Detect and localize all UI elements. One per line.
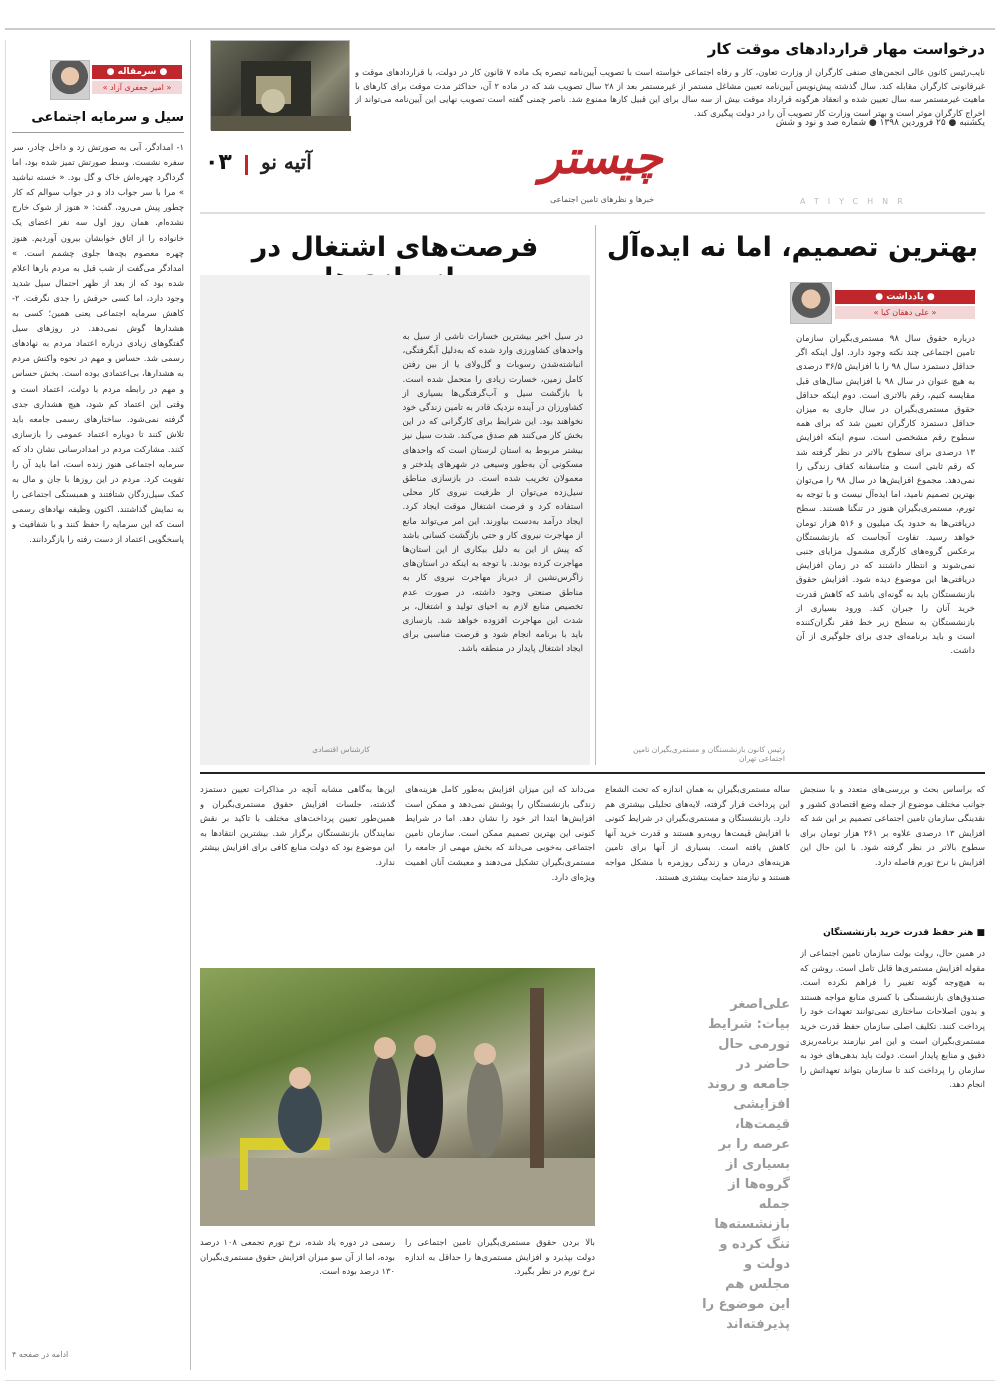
pull-quote: علی‌اصغر بیات: شرایط تورمی حال حاضر در جامعه و روند افزایشی قیمت‌ها، عرصه را بر بسیاری از گروه‌ها از جمله بازنشسته‌ها تنگ کرده و دولت و مجلس هم این موضوع را پذیرفته‌اند (702, 997, 790, 1332)
article-right-signature: رئیس کانون بازنشستگان و مستمری‌بگیران تامین اجتماعی تهران (633, 745, 785, 763)
editorial-author: « امیر جعفری آزاد » (92, 81, 182, 94)
sidebar-divider (190, 40, 191, 1370)
bottom-col3-body: می‌داند که این میزان افزایش به‌طور کامل هزینه‌های زندگی بازنشستگان را پوشش نمی‌دهد و ممکن است افزایش‌ها ابتدا اثر خود را نشان دهد. اما در شرایط کنونی این بهترین تصمیم ممکن است. سازمان تامین اجتماعی به‌خوبی می‌داند که بخش مهمی از جامعه را مستمری‌بگیران تشکیل می‌دهند و معیشت آنان اهمیت ویژه‌ای دارد. (405, 784, 595, 882)
editorial-title: سیل و سرمایه اجتماعی (31, 110, 184, 125)
machinery-image (211, 41, 351, 131)
elderly-men-image (200, 968, 595, 1226)
continued-link[interactable]: ادامه در صفحه ۴ (12, 1350, 69, 1359)
park-photo (200, 968, 595, 1226)
latin-text: ATIYCHNR (800, 197, 912, 206)
top-rule (5, 28, 995, 30)
editorial-badge: ● سرمقاله ● (92, 65, 182, 79)
bottom-col1-body2: در همین حال، رولت بولت سازمان تامین اجتماعی از مقوله افزایش مستمری‌ها قابل تامل است. روشن که به هیچ‌وجه گونه تغییر را فراهم نکرده است. صندوق‌های بازنشستگی با کسری منابع مواجه هستند و بدون اصلاحات ساختاری نمی‌توانند تعهدات خود را پرداخت کنند. تکلیف اصلی سازمان حفظ قدرت خرید مستمری‌بگیران است و این امر نیازمند برنامه‌ریزی دقیق و منابع پایدار است. دولت باید بدهی‌های خود به سازمان را پرداخت کند تا سازمان بتواند تعهداتش را انجام دهد. (800, 948, 985, 1090)
section-label (205, 150, 325, 180)
bottom-col2-body: ساله مستمری‌بگیران به همان اندازه که تحت الشعاع این پرداخت قرار گرفته، لایه‌های تحلیلی بیشتری هم دارد. بازنشستگان و مستمری‌بگیران در شرایط کنونی با افزایش قیمت‌ها روبه‌رو هستند و قدرت خرید آنها کاهش یافته است. بسیاری از آنها برای تامین هزینه‌های درمان و زندگی روزمره با مشکل مواجه هستند و نیازمند حمایت بیشتری هستند. (605, 784, 790, 882)
page-number: ۰۳ (205, 150, 232, 175)
article-left-title: فرصت‌های اشتغال در (251, 232, 539, 263)
bottom-col2-body2 (605, 995, 693, 1370)
top-story-photo (210, 40, 350, 130)
bottom-subhead: ■ هنر حفظ قدرت خرید بازنشستگان (823, 928, 985, 938)
newspaper-logo: چیستر (540, 130, 663, 184)
section-divider (245, 155, 248, 175)
masthead-rule (200, 212, 985, 214)
top-story (355, 40, 985, 124)
date-line: یکشنبه ● ۲۵ فروردین ۱۳۹۸ ● شماره صد و نود و شش (775, 118, 985, 128)
editorial-body: ۱- امدادگر، آبی به صورتش زد و داخل چادر، سر سفره نشست. وسط صورتش تمیز شده بود، اما گرداگرد چهره‌اش خاک و گل بود. « خسته نباشید » مرا با سر جواب داد و در جواب سوالم که کار چطور پیش می‌رود، گفت: « هنوز از شوک خارج نشده‌ام. همان روز اول سه نفر اعضای یک خانواده را از اتاق خوابشان بیرون آوردیم. هنوز چهره معصوم بچه‌ها جلوی چشمم است. » امدادگر می‌گفت از شب قبل به مردم بارها اعلام شده بود که از بعد از ظهر احتمال سیل شدید وجود دارد، اما کسی حرفش را جدی نگرفت. ۲- کاهش سرمایه اجتماعی یعنی همین؛ کسی به هشدارها گوش نمی‌دهد. در روزهای سیل گفتگوهای زیادی درباره اعتماد مردم به نهادهای رسمی شد. حساس و مهم در نحوه واکنش مردم به هشدارها، بی‌اعتمادی بوده است. بخش حساس و مهم در رابطه مردم با دولت، اعتماد است و وقتی این اعتماد کم شود، هیچ هشداری جدی گرفته نمی‌شود. ساختارهای رسمی جامعه باید تلاش کنند تا دوباره اعتماد عمومی را بازسازی کنند. مشارکت مردم در امدادرسانی نشان داد که سرمایه اجتماعی هنوز زنده است، اما باید آن را تقویت کرد. مردم در این روزها با جان و مال به کمک سیل‌زدگان شتافتند و همبستگی اجتماعی را به نمایش گذاشتند. اکنون وظیفه نهادهای رسمی است که این سرمایه را حفظ کنند و با شفافیت و پاسخگویی اعتماد از دست رفته را بازگردانند. (12, 142, 184, 545)
sidebar-left-border (5, 40, 6, 1370)
top-story-title: درخواست مهار قراردادهای موقت کار (707, 40, 985, 58)
article-right-body: درباره حقوق سال ۹۸ مستمری‌بگیران سازمان تامین اجتماعی چند نکته وجود دارد. اول اینکه اگر حداقل دستمزد سال ۹۸ را با افزایش ۳۶/۵ درصدی به هیچ عنوان در سال ۹۸ با افزایش سال‌های قبل مقایسه کنیم، رقم بالاتری است. دوم اینکه حداقل حقوق مستمری‌بگیران در سال جاری به میزان حداقل دستمزد کارگران تعیین شد که برای همه سطوح رقم مشخصی است. سوم اینکه افزایش ۱۳ درصدی برای سطوح بالاتر در نظر گرفته شد که رقم ثابتی است و متاسفانه کفاف زندگی را نمی‌دهد. مجموع افزایش‌ها در سال ۹۸ را می‌توان بهترین تصمیم نامید، اما ایده‌آل نیست و با توجه به تورم، مستمری‌بگیران هنوز در تنگنا هستند. سطح دریافتی‌ها به حدود یک میلیون و ۵۱۶ هزار تومان خواهد رسید. تفاوت آنجاست که بازنشستگان برعکس گروه‌های کارگری مشمول مزایای جنبی نمی‌شوند و انتظار داشتند که در زمان افزایش دریافتی‌ها این موضوع دیده شود. افزایش حقوق بازنشستگان باید به گونه‌ای باشد که کاهش قدرت خرید آنان را جبران کند. ورود بسیاری از بازنشستگان به سطح زیر خط فقر نگران‌کننده است و باید برنامه‌ای جدی برای جلوگیری از آن داشت. (796, 334, 975, 657)
bottom-rule (5, 1380, 995, 1381)
top-story-body: نایب‌رئیس کانون عالی انجمن‌های صنفی کارگران از وزارت تعاون، کار و رفاه اجتماعی خواسته است با تصویب آیین‌نامه تبصره یک ماده ۷ قانون کار در دولت، با قراردادهای موقت و غیرقانونی کارگران مقابله کند. سال گذشته پیش‌نویس آیین‌نامه تعیین مشاغل مستمر از غیرمستمر بعد از ۲۸ سال تصویب شد که در ماده ۲ آن، حداکثر مدت موقت برای کارهای با ماهیت غیرمستمر سه سال تعیین شده و انعقاد هرگونه قرارداد موقت بیش از سه سال برای این قبیل کارها ممنوع شد. ناصر چمنی گفته است تصویب نهایی این آیین‌نامه می‌تواند از اخراج کارگران موثر است و بهتر است وزارت کار تصویب آن را در دولت پیگیری کند. (355, 67, 985, 118)
bottom-section-rule (200, 772, 985, 774)
bottom-col1-body: که براساس بحث و بررسی‌های متعدد و با سنجش جوانب مختلف موضوع از جمله وضع اقتصادی کشور و نقدینگی سازمان تامین اجتماعی تصمیم بر این شد که افزایش ۱۳ درصدی علاوه بر ۲۶۱ هزار تومان برای سطوح بالاتر در نظر گرفته شود. با این حال این افزایش با نرخ تورم فاصله دارد. (800, 784, 985, 867)
editorial-rule (12, 132, 184, 133)
article-right-title: بهترین تصمیم، اما نه ایده‌آل (606, 232, 979, 263)
article-right-author: « علی دهقان کیا » (835, 306, 975, 319)
bottom-col4-body: این‌ها به‌گاهی مشابه آنچه در مذاکرات تعیین دستمزد گذشته، جلسات افزایش حقوق مستمری‌بگیران و همین‌طور تعیین پرداخت‌های مختلف با تاکید بر نقش نمایندگان بازنشستگان برگزار شد. بیشترین انتقادها به این موضوع بود که دولت منابع کافی برای افزایش بیشتر ندارد. (200, 784, 395, 867)
column-divider (595, 225, 596, 765)
caption-1: بالا بردن حقوق مستمری‌بگیران تامین اجتماعی را دولت بپذیرد و افزایش مستمری‌ها را حداقل به اندازه نرخ تورم در نظر بگیرد. (405, 1237, 595, 1277)
article-left-signature: کارشناس اقتصادی (312, 745, 370, 754)
caption-2: رسمی در دوره یاد شده، نرخ تورم تجمعی ۱۰۸ درصد بوده، اما از آن سو میزان افزایش حقوق مستمری‌بگیران ۱۳۰ درصد بوده است. (200, 1237, 395, 1277)
article-right-badge: ● یادداشت ● (835, 290, 975, 304)
tagline: خبرها و نظرهای تامین اجتماعی (550, 195, 655, 204)
masthead (540, 118, 985, 128)
avatar (50, 60, 90, 100)
section-name: آتیه نو (261, 150, 312, 174)
article-left-body: در سیل اخیر بیشترین خسارات ناشی از سیل به واحدهای کشاورزی وارد شده که به‌دلیل آبگرفتگی، انباشته‌شدن رسوبات و گل‌ولای یا از بین رفتن کامل زمین، خسارت زیادی را متحمل شده است. با بازگشت سیل و آب‌گرفتگی‌ها بسیاری از کشاورزان در آینده نزدیک قادر به تامین زندگی خود نخواهند بود. این شرایط برای کارگرانی که در این بخش کار می‌کنند هم صدق می‌کند. شدت سیل نیز بیشتر مربوط به استان لرستان است که واحدهای مسکونی آن به‌طور وسیعی در شهرهای پلدختر و معمولان تخریب شده است. در بازسازی مناطق سیل‌زده می‌توان از ظرفیت نیروی کار محلی استفاده کرد و فرصت اشتغال موقت ایجاد کرد. ایجاد درآمد به‌دست بیاورند. این امر می‌تواند مانع از مهاجرت نیروی کار و حتی بازگشت کسانی باشد که پیش از این به دلیل بیکاری از این استان‌ها مهاجرت کرده بودند. با توجه به اینکه در استان‌های زاگرس‌نشین از دیرباز مهاجرت نیروی کار به مناطق صنعتی وجود داشته، در صورت عدم تخصیص منابع لازم به احیای تولید و اشتغال، بر شدت این مهاجرت افزوده خواهد شد. بازسازی باید با برنامه انجام شود و فرصت مناسبی برای ایجاد اشتغال پایدار در منطقه باشد. (402, 332, 583, 655)
